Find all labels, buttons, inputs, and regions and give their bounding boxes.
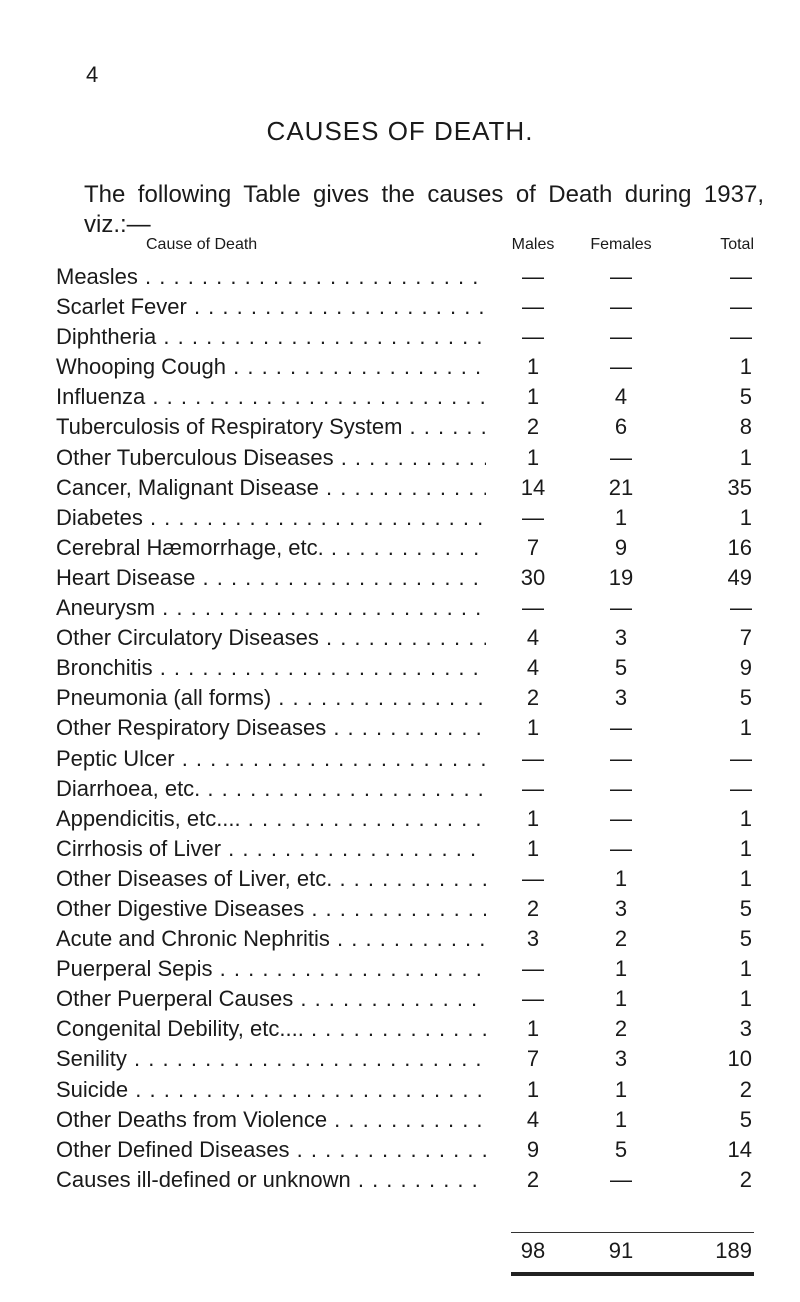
females-cell: — (610, 294, 632, 320)
total-males: 98 (520, 1238, 546, 1263)
cause-cell: Cerebral Hæmorrhage, etc. . . . (56, 533, 486, 563)
males-cell: 1 (526, 384, 540, 410)
total-cell: 5 (739, 384, 752, 410)
cause-cell: Suicide . . . (56, 1075, 486, 1105)
total-cell: — (730, 324, 752, 350)
table-row (0, 1044, 800, 1074)
males-cell: — (522, 595, 544, 621)
females-cell: 1 (614, 865, 628, 891)
total-cell: 14 (727, 1136, 752, 1162)
males-cell: 14 (520, 474, 546, 500)
cause-cell: Other Circulatory Diseases . . . (56, 623, 486, 653)
males-cell: 2 (526, 1166, 540, 1192)
females-cell: — (610, 745, 632, 771)
females-cell: 3 (614, 895, 628, 921)
males-cell: 1 (526, 715, 540, 741)
males-cell: 9 (526, 1136, 540, 1162)
table-row (0, 563, 800, 593)
table-row (0, 262, 800, 292)
total-cell: 35 (727, 474, 752, 500)
males-cell: 2 (526, 895, 540, 921)
total-cell: 10 (727, 1046, 752, 1072)
table-row (0, 864, 800, 894)
header-males: Males (511, 236, 555, 253)
total-females: 91 (608, 1238, 634, 1263)
females-cell: — (610, 324, 632, 350)
cause-cell: Diarrhoea, etc. . . . (56, 774, 486, 804)
females-cell: 4 (614, 384, 628, 410)
cause-cell: Appendicitis, etc.... . . . (56, 804, 486, 834)
males-cell: — (522, 865, 544, 891)
cause-cell: Other Respiratory Diseases . . . (56, 713, 486, 743)
table-row (0, 1075, 800, 1105)
females-cell: 19 (608, 564, 634, 590)
total-cell: 1 (739, 715, 752, 741)
total-cell: 1 (739, 865, 752, 891)
cause-cell: Other Digestive Diseases . . . (56, 894, 486, 924)
males-cell: 4 (526, 655, 540, 681)
males-cell: 2 (526, 414, 540, 440)
total-cell: 2 (739, 1076, 752, 1102)
males-cell: 4 (526, 1106, 540, 1132)
table-row (0, 954, 800, 984)
table-row (0, 412, 800, 442)
males-cell: — (522, 324, 544, 350)
females-cell: 9 (614, 534, 628, 560)
table-row (0, 1105, 800, 1135)
cause-cell: Aneurysm . . . (56, 593, 486, 623)
table-row (0, 984, 800, 1014)
table-row (0, 653, 800, 683)
males-cell: 1 (526, 835, 540, 861)
cause-cell: Cirrhosis of Liver . . . (56, 834, 486, 864)
males-cell: 2 (526, 685, 540, 711)
total-cell: 1 (739, 444, 752, 470)
table-row (0, 1165, 800, 1195)
table-row (0, 713, 800, 743)
total-cell: 1 (739, 504, 752, 530)
total-cell: 5 (739, 895, 752, 921)
page-title: CAUSES OF DEATH. (266, 116, 534, 146)
females-cell: — (610, 805, 632, 831)
females-cell: 1 (614, 1076, 628, 1102)
table-row (0, 683, 800, 713)
females-cell: — (610, 835, 632, 861)
total-cell: 1 (739, 835, 752, 861)
totals-bottom-rule (511, 1272, 754, 1276)
females-cell: 2 (614, 1016, 628, 1042)
header-cause: Cause of Death (146, 236, 258, 253)
total-all: 189 (715, 1238, 752, 1263)
table-row (0, 382, 800, 412)
total-cell: 1 (739, 354, 752, 380)
total-cell: — (730, 264, 752, 289)
total-cell: 9 (739, 655, 752, 681)
cause-cell: Peptic Ulcer . . . (56, 744, 486, 774)
table-row (0, 322, 800, 352)
table-row (0, 834, 800, 864)
total-cell: 1 (739, 805, 752, 831)
females-cell: 1 (614, 956, 628, 982)
cause-cell: Other Diseases of Liver, etc. . . . (56, 864, 486, 894)
cause-cell: Other Tuberculous Diseases . . . (56, 443, 486, 473)
total-cell: 8 (739, 414, 752, 440)
males-cell: — (522, 264, 544, 289)
cause-cell: Heart Disease . . . (56, 563, 486, 593)
females-cell: — (610, 595, 632, 621)
total-cell: 16 (727, 534, 752, 560)
total-cell: 5 (739, 685, 752, 711)
table-row (0, 1135, 800, 1165)
cause-cell: Scarlet Fever . . . (56, 292, 486, 322)
females-cell: — (610, 264, 632, 289)
table-row (0, 774, 800, 804)
males-cell: — (522, 504, 544, 530)
cause-cell: Other Defined Diseases . . . (56, 1135, 486, 1165)
total-cell: 2 (739, 1166, 752, 1192)
table-row (0, 292, 800, 322)
females-cell: 3 (614, 1046, 628, 1072)
total-cell: — (730, 294, 752, 320)
females-cell: — (610, 354, 632, 380)
total-cell: 1 (739, 986, 752, 1012)
total-cell: 5 (739, 1106, 752, 1132)
females-cell: 3 (614, 625, 628, 651)
males-cell: — (522, 294, 544, 320)
females-cell: — (610, 715, 632, 741)
total-cell: 3 (739, 1016, 752, 1042)
males-cell: 30 (520, 564, 546, 590)
total-cell: 1 (739, 956, 752, 982)
table-row (0, 1014, 800, 1044)
females-cell: 6 (614, 414, 628, 440)
males-cell: — (522, 956, 544, 982)
table-row (0, 533, 800, 563)
header-total: Total (720, 236, 754, 253)
cause-cell: Senility . . . (56, 1044, 486, 1074)
females-cell: 3 (614, 685, 628, 711)
table-row (0, 623, 800, 653)
males-cell: — (522, 986, 544, 1012)
females-cell: 5 (614, 1136, 628, 1162)
females-cell: 2 (614, 926, 628, 952)
totals-row (0, 1236, 800, 1266)
table-row (0, 924, 800, 954)
totals-top-rule (511, 1232, 754, 1233)
page-number: 4 (86, 62, 99, 87)
females-cell: 21 (608, 474, 634, 500)
cause-cell: Measles . . . (56, 262, 486, 292)
cause-cell: Diabetes . . . (56, 503, 486, 533)
cause-cell: Diphtheria . . . (56, 322, 486, 352)
males-cell: 7 (526, 1046, 540, 1072)
cause-cell: Influenza . . . (56, 382, 486, 412)
cause-cell: Pneumonia (all forms) . . . (56, 683, 486, 713)
table-row (0, 744, 800, 774)
total-cell: 5 (739, 926, 752, 952)
table-row (0, 443, 800, 473)
males-cell: 7 (526, 534, 540, 560)
total-cell: — (730, 745, 752, 771)
total-cell: — (730, 775, 752, 801)
males-cell: 3 (526, 926, 540, 952)
females-cell: 5 (614, 655, 628, 681)
females-cell: 1 (614, 986, 628, 1012)
total-cell: 49 (727, 564, 752, 590)
causes-table (0, 262, 800, 1195)
cause-cell: Acute and Chronic Nephritis . . . (56, 924, 486, 954)
cause-cell: Tuberculosis of Respiratory System . . . (56, 412, 486, 442)
total-cell: — (730, 595, 752, 621)
males-cell: 1 (526, 444, 540, 470)
females-cell: 1 (614, 504, 628, 530)
intro-viz: viz.:— (84, 211, 151, 238)
males-cell: 1 (526, 805, 540, 831)
males-cell: 1 (526, 354, 540, 380)
table-row (0, 503, 800, 533)
intro-line: The following Table gives the causes of Death during 1937, (84, 181, 764, 208)
cause-cell: Causes ill-defined or unknown . . . (56, 1165, 486, 1195)
cause-cell: Other Puerperal Causes . . . (56, 984, 486, 1014)
cause-cell: Puerperal Sepis . . . (56, 954, 486, 984)
females-cell: — (610, 775, 632, 801)
table-row (0, 473, 800, 503)
cause-cell: Other Deaths from Violence . . . (56, 1105, 486, 1135)
table-row (0, 352, 800, 382)
males-cell: — (522, 745, 544, 771)
cause-cell: Cancer, Malignant Disease . . . (56, 473, 486, 503)
cause-cell: Whooping Cough . . . (56, 352, 486, 382)
total-cell: 7 (739, 625, 752, 651)
males-cell: — (522, 775, 544, 801)
females-cell: — (610, 444, 632, 470)
cause-cell: Bronchitis . . . (56, 653, 486, 683)
table-row (0, 593, 800, 623)
table-row (0, 894, 800, 924)
header-females: Females (590, 236, 652, 253)
females-cell: — (610, 1166, 632, 1192)
males-cell: 1 (526, 1076, 540, 1102)
females-cell: 1 (614, 1106, 628, 1132)
table-row (0, 804, 800, 834)
males-cell: 4 (526, 625, 540, 651)
cause-cell: Congenital Debility, etc.... . . . (56, 1014, 486, 1044)
males-cell: 1 (526, 1016, 540, 1042)
